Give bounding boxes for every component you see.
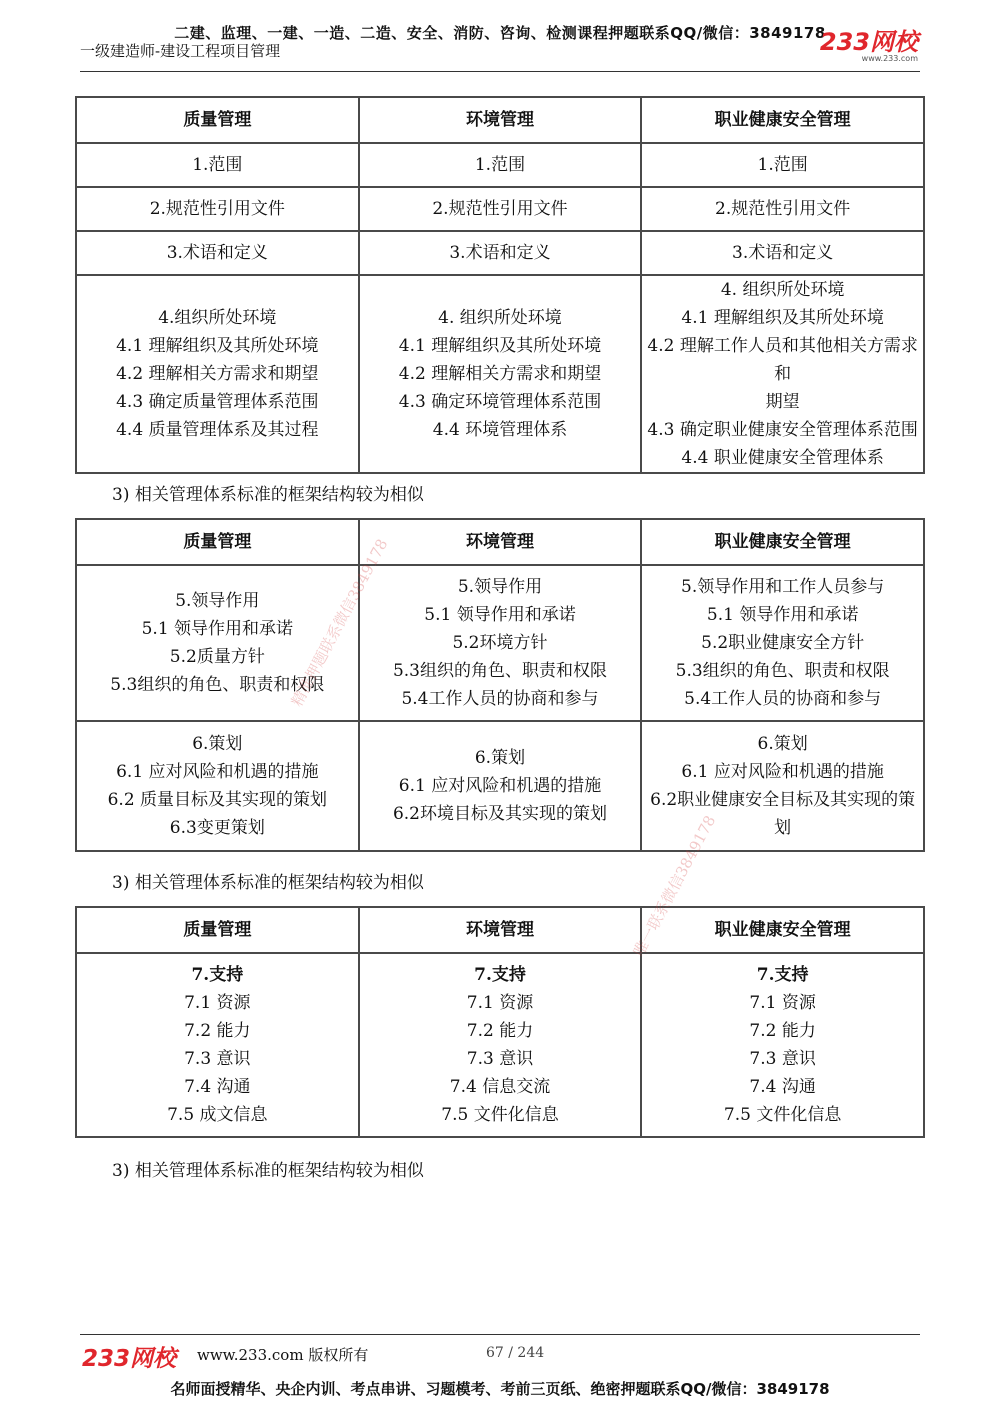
cell-line: 6.1 应对风险和机遇的措施 <box>116 762 319 782</box>
cell-line: 1.范围 <box>474 155 526 175</box>
brand-logo-url: www.233.com <box>861 54 918 63</box>
cell-line: 6.策划 <box>757 734 808 754</box>
cell-line: 4.2 理解相关方需求和期望 <box>116 364 319 384</box>
cell-line: 2.规范性引用文件 <box>149 199 285 219</box>
watermark-2: 唯一联系微信3849178 <box>629 812 720 960</box>
header-divider <box>80 71 920 72</box>
table-row <box>76 231 924 275</box>
cell-line: 2.规范性引用文件 <box>715 199 851 219</box>
cell-line: 6.1 应对风险和机遇的措施 <box>681 762 884 782</box>
cell-line: 7.2 能力 <box>184 1021 251 1041</box>
cell-line: 5.1 领导作用和承诺 <box>424 605 576 625</box>
section-note-2: 3) 相关管理体系标准的框架结构较为相似 <box>112 873 424 893</box>
cell-line: 5.领导作用和工作人员参与 <box>681 577 885 597</box>
cell-line: 7.4 沟通 <box>749 1077 816 1097</box>
cell-line: 7.4 信息交流 <box>449 1077 551 1097</box>
cell-line: 7.1 资源 <box>184 993 251 1013</box>
brand-logo <box>820 30 918 63</box>
brand-logo-text: 233网校 <box>819 28 918 56</box>
footer-divider <box>80 1334 920 1335</box>
table-cell <box>359 187 642 231</box>
table-row <box>76 187 924 231</box>
table-row <box>76 721 924 851</box>
table-cell <box>641 275 924 473</box>
table-cell <box>641 231 924 275</box>
table-cell <box>76 275 359 473</box>
cell-line: 4.3 确定职业健康安全管理体系范围 <box>647 420 918 440</box>
table-cell <box>641 721 924 851</box>
cell-line: 5.3组织的角色、职责和权限 <box>110 675 325 695</box>
cell-line: 7.1 资源 <box>466 993 534 1013</box>
cell-line: 4.1 理解组织及其所处环境 <box>398 336 602 356</box>
cell-line: 7.3 意识 <box>466 1049 534 1069</box>
cell-line: 7.支持 <box>474 965 526 985</box>
column-header: 质量管理 <box>76 97 359 143</box>
section-note-3: 3) 相关管理体系标准的框架结构较为相似 <box>112 1161 424 1181</box>
cell-line: 5.1 领导作用和承诺 <box>706 605 859 625</box>
column-header: 职业健康安全管理 <box>641 519 924 565</box>
cell-line: 3.术语和定义 <box>166 243 268 263</box>
table-row <box>76 143 924 187</box>
cell-line: 1.范围 <box>757 155 808 175</box>
cell-line: 7.5 文件化信息 <box>441 1105 559 1125</box>
table-cell <box>76 143 359 187</box>
cell-line: 4.2 理解相关方需求和期望 <box>398 364 602 384</box>
cell-line: 6.3变更策划 <box>169 818 265 838</box>
watermark-1: 精准押题联系微信3849178 <box>287 535 392 710</box>
cell-line: 4.4 环境管理体系 <box>432 420 568 440</box>
table-cell <box>359 721 642 851</box>
cell-line: 7.3 意识 <box>749 1049 816 1069</box>
table-cell <box>76 953 359 1137</box>
table-cell <box>641 143 924 187</box>
cell-line: 6.2 质量目标及其实现的策划 <box>107 790 328 810</box>
cell-line: 7.4 沟通 <box>184 1077 251 1097</box>
table-cell <box>76 231 359 275</box>
cell-line: 4.1 理解组织及其所处环境 <box>681 308 884 328</box>
section-note-1: 3) 相关管理体系标准的框架结构较为相似 <box>112 485 424 505</box>
table-cell <box>359 143 642 187</box>
table-cell <box>359 231 642 275</box>
footer-copyright: www.233.com 版权所有 <box>197 1346 369 1364</box>
document-subtitle: 一级建造师-建设工程项目管理 <box>80 42 281 60</box>
table-cell <box>359 565 642 721</box>
column-header: 环境管理 <box>359 519 642 565</box>
cell-line: 5.2环境方针 <box>452 633 548 653</box>
comparison-table-3 <box>75 906 925 1138</box>
table-cell <box>76 721 359 851</box>
cell-line: 3.术语和定义 <box>449 243 551 263</box>
footer-ad-text: 名师面授精华、央企内训、考点串讲、习题模考、考前三页纸、绝密押题联系QQ/微信：3849178 <box>170 1380 830 1398</box>
table-cell <box>76 565 359 721</box>
cell-line: 5.领导作用 <box>457 577 543 597</box>
column-header: 职业健康安全管理 <box>641 97 924 143</box>
cell-line: 7.5 文件化信息 <box>723 1105 842 1125</box>
column-header: 职业健康安全管理 <box>641 907 924 953</box>
table-row <box>76 275 924 473</box>
table-header-row <box>76 907 924 953</box>
cell-line: 4.组织所处环境 <box>158 308 277 328</box>
cell-line: 7.支持 <box>756 965 809 985</box>
cell-line: 4.4 职业健康安全管理体系 <box>681 448 884 468</box>
cell-line: 5.领导作用 <box>175 591 260 611</box>
cell-line: 3.术语和定义 <box>732 243 834 263</box>
column-header: 质量管理 <box>76 907 359 953</box>
cell-line: 4.1 理解组织及其所处环境 <box>116 336 319 356</box>
cell-line: 6.1 应对风险和机遇的措施 <box>398 776 602 796</box>
table-cell <box>641 953 924 1137</box>
cell-line: 7.2 能力 <box>749 1021 816 1041</box>
cell-line: 5.1 领导作用和承诺 <box>141 619 294 639</box>
cell-line: 6.策划 <box>474 748 526 768</box>
table-cell <box>359 275 642 473</box>
table-cell <box>641 187 924 231</box>
cell-line: 5.3组织的角色、职责和权限 <box>675 661 890 681</box>
cell-line: 7.3 意识 <box>184 1049 251 1069</box>
table-cell <box>641 565 924 721</box>
page-number: 67 / 244 <box>486 1345 545 1361</box>
comparison-table-2 <box>75 518 925 852</box>
cell-line: 7.1 资源 <box>749 993 816 1013</box>
cell-line: 5.4工作人员的协商和参与 <box>401 689 599 709</box>
cell-line: 4.2 理解工作人员和其他相关方需求和 <box>647 336 918 384</box>
cell-line: 1.范围 <box>192 155 243 175</box>
cell-line: 7.支持 <box>191 965 244 985</box>
cell-line: 2.规范性引用文件 <box>432 199 568 219</box>
cell-line: 7.5 成文信息 <box>167 1105 268 1125</box>
column-header: 质量管理 <box>76 519 359 565</box>
cell-line: 5.2质量方针 <box>169 647 265 667</box>
cell-line: 4. 组织所处环境 <box>438 308 562 328</box>
cell-line: 4.3 确定环境管理体系范围 <box>398 392 602 412</box>
comparison-table-1 <box>75 96 925 474</box>
cell-line: 期望 <box>765 392 800 412</box>
footer-logo: 233网校 <box>82 1346 177 1372</box>
table-row <box>76 953 924 1137</box>
cell-line: 5.2职业健康安全方针 <box>701 633 865 653</box>
table-header-row <box>76 519 924 565</box>
column-header: 环境管理 <box>359 97 642 143</box>
cell-line: 4. 组织所处环境 <box>720 280 845 300</box>
cell-line: 6.2环境目标及其实现的策划 <box>392 804 607 824</box>
cell-line: 5.4工作人员的协商和参与 <box>684 689 882 709</box>
cell-line: 6.2职业健康安全目标及其实现的策划 <box>650 790 916 838</box>
header-ad-text: 二建、监理、一建、一造、二造、安全、消防、咨询、检测课程押题联系QQ/微信：3849178 <box>174 24 826 42</box>
cell-line: 4.3 确定质量管理体系范围 <box>116 392 319 412</box>
cell-line: 5.3组织的角色、职责和权限 <box>392 661 607 681</box>
table-cell <box>359 953 642 1137</box>
cell-line: 4.4 质量管理体系及其过程 <box>116 420 319 440</box>
table-row <box>76 565 924 721</box>
cell-line: 7.2 能力 <box>466 1021 534 1041</box>
column-header: 环境管理 <box>359 907 642 953</box>
table-header-row <box>76 97 924 143</box>
cell-line: 6.策划 <box>192 734 243 754</box>
table-cell <box>76 187 359 231</box>
